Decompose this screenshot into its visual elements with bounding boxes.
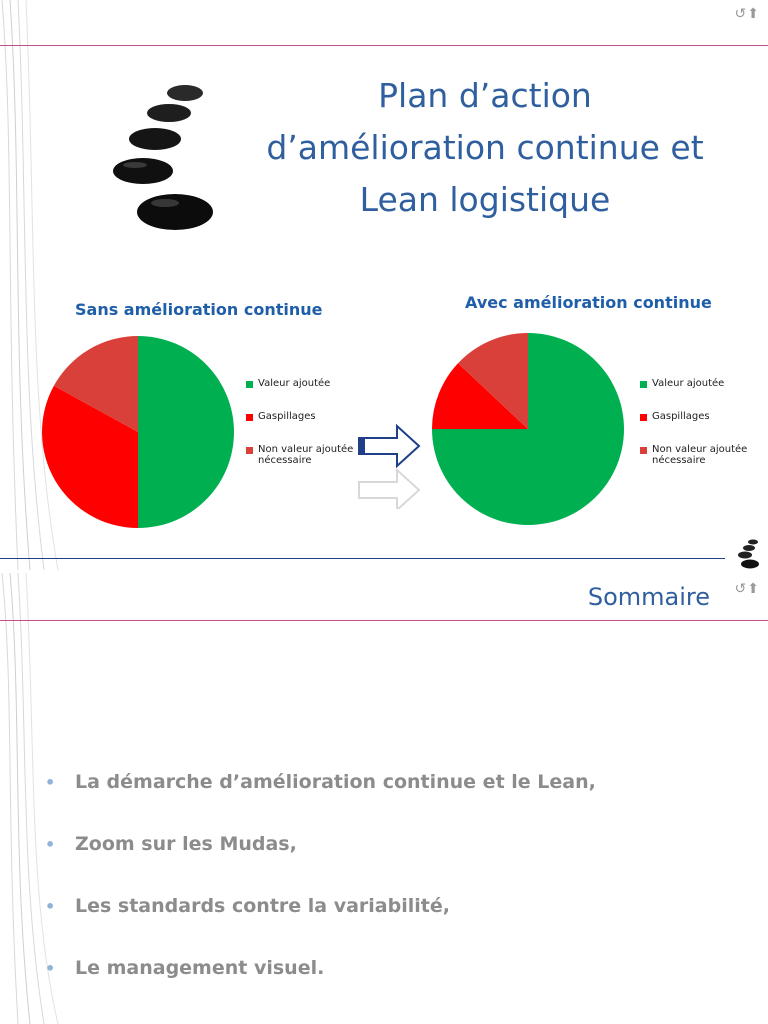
- slide2-title: Sommaire: [587, 583, 710, 611]
- right-arrow-icon: [357, 424, 422, 509]
- chart1-pie: [40, 334, 236, 530]
- header-line: [0, 620, 768, 621]
- legend-item-nva: Non valeur ajoutée nécessaire: [246, 444, 366, 466]
- slice-valeur-ajoutee: [138, 336, 234, 528]
- up-arrow-icon[interactable]: ⬆: [747, 581, 760, 597]
- chart2-title: Avec amélioration continue: [465, 293, 712, 312]
- legend-item-gaspillages: Gaspillages: [640, 411, 760, 422]
- go-back-icon[interactable]: ↺: [734, 581, 748, 597]
- nav-buttons: [735, 581, 760, 597]
- list-item: • La démarche d’amélioration continue et le Lean,: [45, 771, 596, 793]
- list-item: • Le management visuel.: [45, 957, 325, 979]
- slide-sommaire: [0, 573, 768, 1024]
- footer-line: [0, 558, 725, 559]
- chart2-legend: [640, 378, 760, 488]
- legend-item-nva: Non valeur ajoutée nécessaire: [640, 444, 760, 466]
- header-line: [0, 45, 768, 46]
- title-line-3: Lean logistique: [359, 180, 611, 219]
- legend-item-gaspillages: Gaspillages: [246, 411, 366, 422]
- legend-swatch: [246, 414, 253, 421]
- bullet-icon: •: [45, 958, 56, 978]
- legend-swatch: [640, 414, 647, 421]
- chart2-pie: [430, 331, 626, 527]
- slide1-title: [240, 70, 730, 226]
- legend-swatch: [640, 381, 647, 388]
- stones-image: [105, 75, 220, 240]
- stones-logo-icon: [733, 538, 761, 570]
- sommaire-list: [45, 751, 596, 999]
- chart1-legend: [246, 378, 366, 488]
- bullet-icon: •: [45, 896, 56, 916]
- legend-item-valeur: Valeur ajoutée: [246, 378, 366, 389]
- title-line-1: Plan d’action: [378, 76, 592, 115]
- list-item: • Les standards contre la variabilité,: [45, 895, 450, 917]
- title-line-2: d’amélioration continue et: [266, 128, 704, 167]
- list-item: • Zoom sur les Mudas,: [45, 833, 297, 855]
- up-arrow-icon[interactable]: ⬆: [747, 6, 760, 22]
- legend-swatch: [246, 447, 253, 454]
- nav-buttons: [735, 6, 760, 22]
- chart1-title: Sans amélioration continue: [75, 300, 323, 319]
- bullet-icon: •: [45, 834, 56, 854]
- go-back-icon[interactable]: ↺: [734, 6, 748, 22]
- bullet-icon: •: [45, 772, 56, 792]
- legend-swatch: [640, 447, 647, 454]
- legend-item-valeur: Valeur ajoutée: [640, 378, 760, 389]
- legend-swatch: [246, 381, 253, 388]
